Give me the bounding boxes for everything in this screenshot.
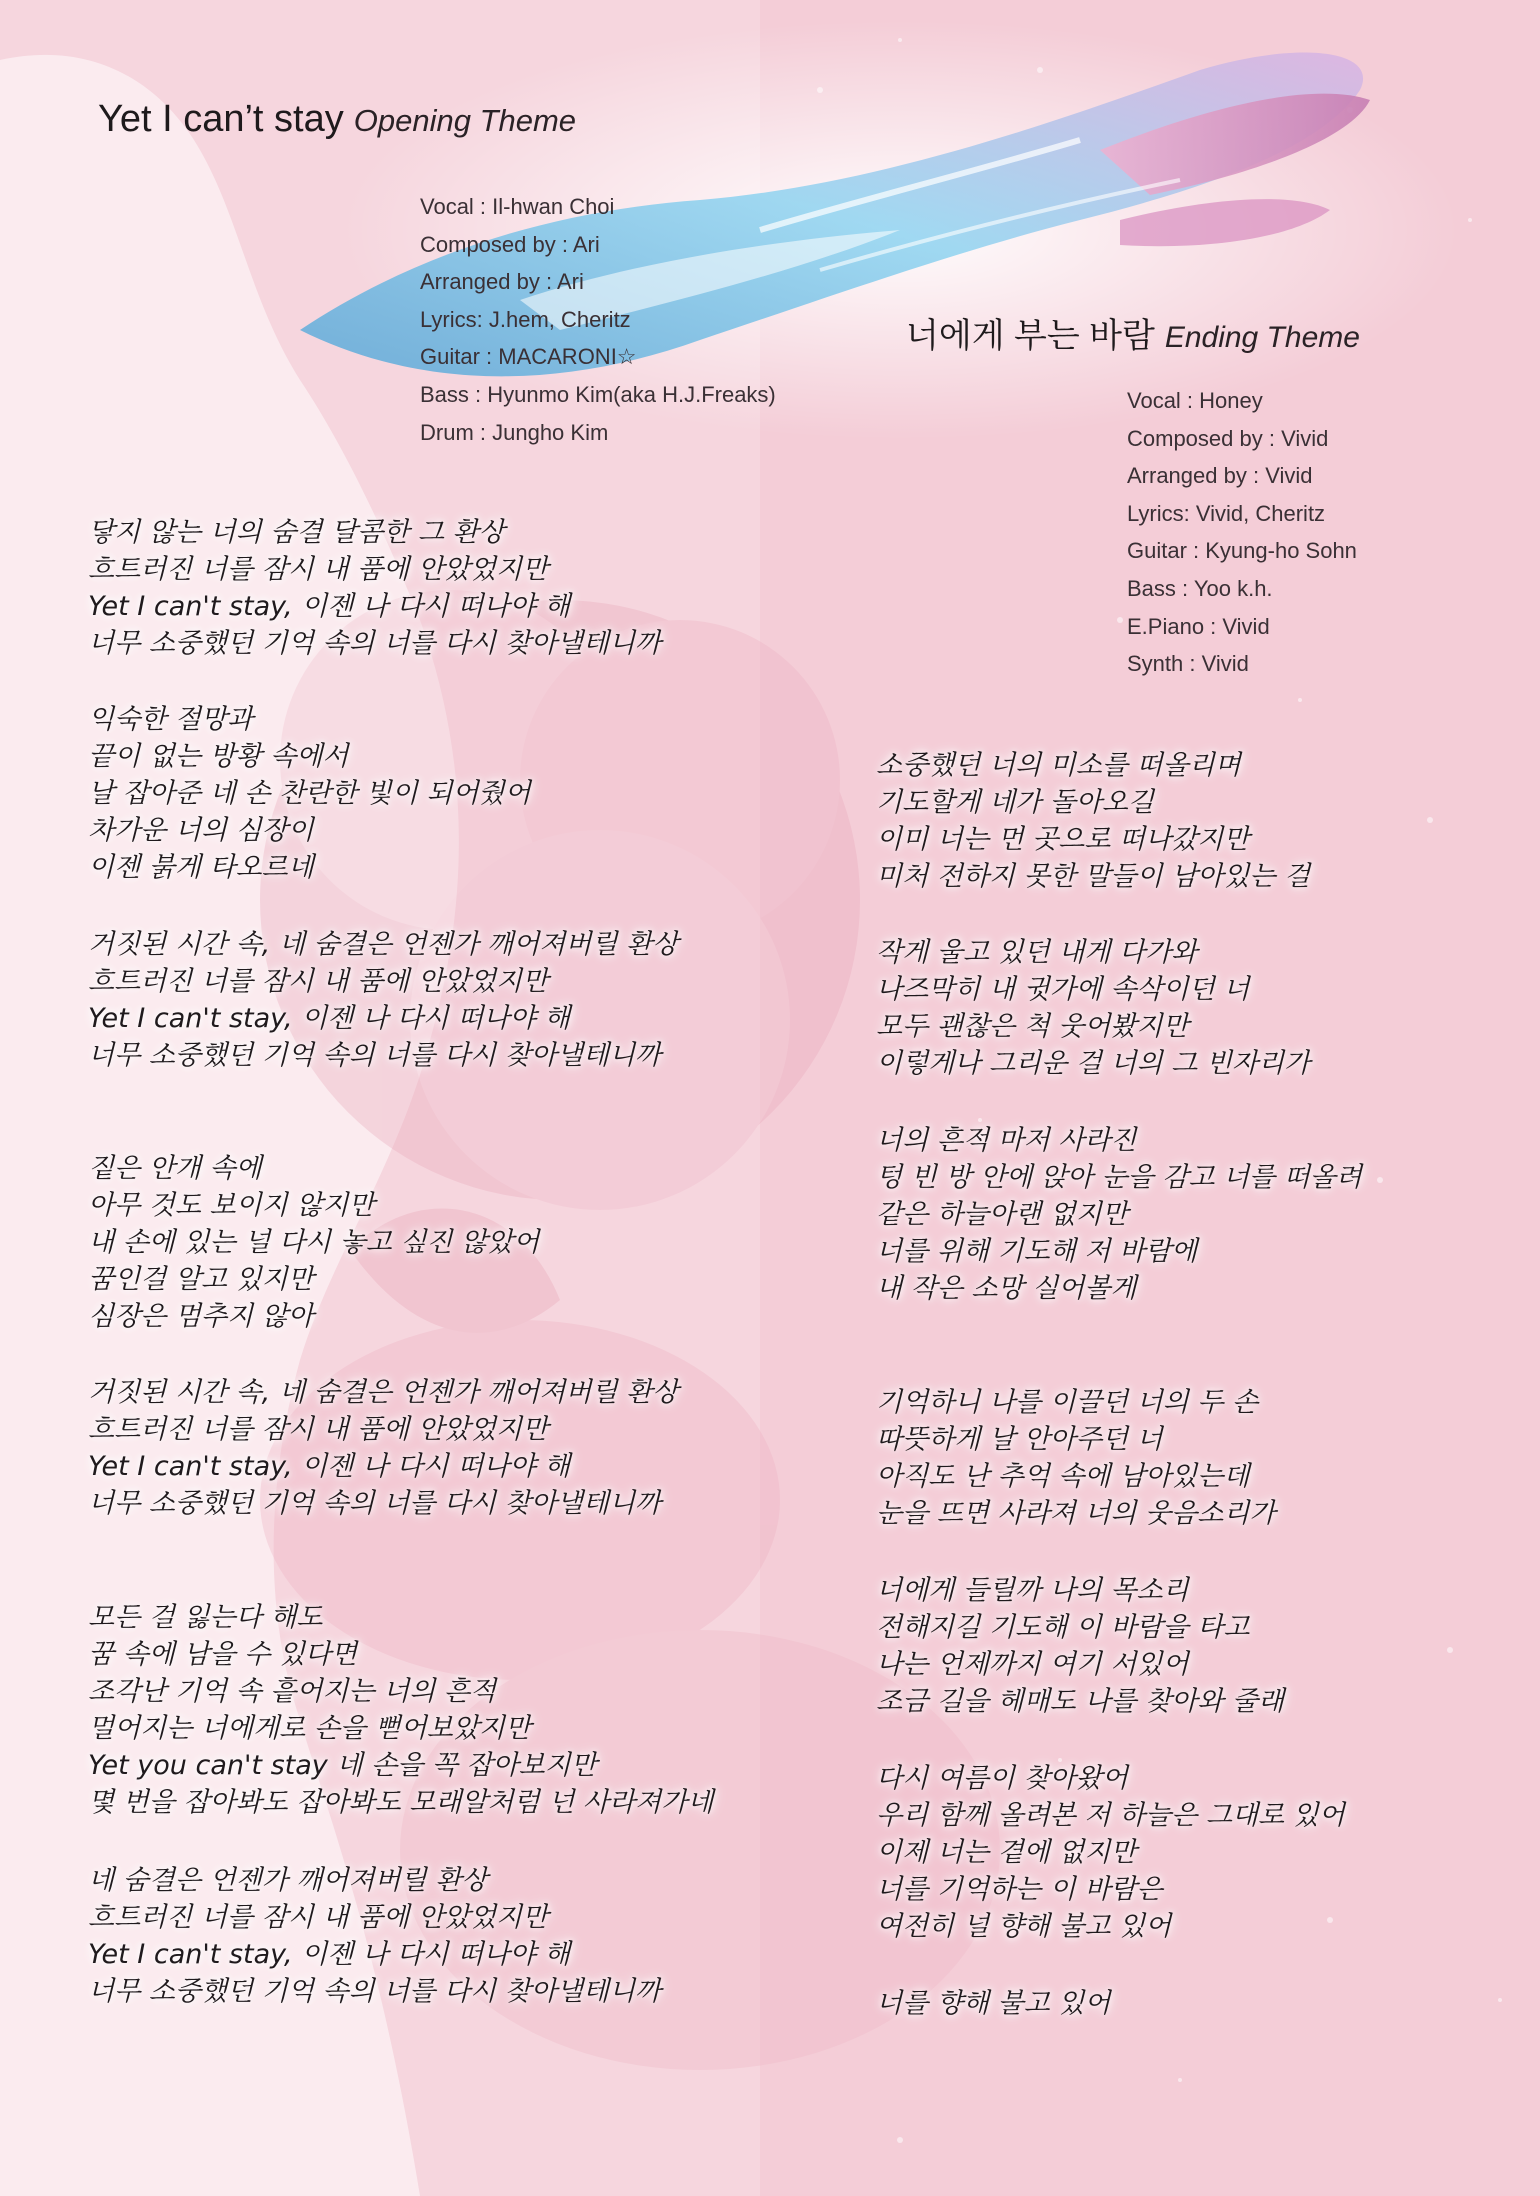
credit-line: Composed by : Ari — [420, 231, 600, 257]
lyric-line: 우리 함께 올려본 저 하늘은 그대로 있어 — [876, 1800, 1345, 1832]
lyric-line: 이제 너는 곁에 없지만 — [876, 1837, 1137, 1869]
lyric-line: 거짓된 시간 속, 네 숨결은 언젠가 깨어져버릴 환상 — [88, 1377, 679, 1408]
credit-line: Bass : Hyunmo Kim(aka H.J.Freaks) — [420, 381, 776, 407]
lyric-line: 흐트러진 너를 잠시 내 품에 안았었지만 — [88, 554, 549, 586]
credit-line: Guitar : MACARONI☆ — [420, 344, 637, 370]
opening-stanza-5 — [88, 1374, 678, 1522]
lyric-line: Yet I can't stay, 이젠 나 다시 떠나야 해 — [88, 1939, 571, 1971]
lyric-line: 너무 소중했던 기억 속의 너를 다시 찾아낼테니까 — [88, 1976, 662, 2008]
lyric-line: 끝이 없는 방황 속에서 — [88, 741, 349, 773]
lyric-line: 너무 소중했던 기억 속의 너를 다시 찾아낼테니까 — [88, 1488, 662, 1520]
lyric-line: 내 작은 소망 실어볼게 — [876, 1273, 1137, 1305]
opening-stanza-2 — [88, 701, 531, 886]
lyric-line: 흐트러진 너를 잠시 내 품에 안았었지만 — [88, 1902, 549, 1934]
credit-line: Bass : Yoo k.h. — [1127, 575, 1273, 601]
opening-title: Yet I can’t stay — [98, 98, 344, 140]
lyric-line: 흐트러진 너를 잠시 내 품에 안았었지만 — [88, 1414, 549, 1446]
ending-stanza-6 — [876, 1760, 1345, 1945]
credit-line: Guitar : Kyung-ho Sohn — [1127, 538, 1357, 564]
lyric-line: 너를 위해 기도해 저 바람에 — [876, 1236, 1198, 1268]
lyric-line: 짙은 안개 속에 — [88, 1153, 262, 1184]
lyric-line: 기억하니 나를 이끌던 너의 두 손 — [876, 1387, 1258, 1418]
lyric-line: 멀어지는 너에게로 손을 뻗어보았지만 — [88, 1713, 532, 1745]
ending-credits — [1127, 382, 1357, 683]
opening-stanza-7 — [88, 1862, 661, 2010]
lyric-line: 꿈인걸 알고 있지만 — [88, 1264, 314, 1296]
opening-subtitle: Opening Theme — [353, 103, 577, 138]
opening-stanza-4 — [88, 1150, 539, 1335]
lyric-line: 이미 너는 먼 곳으로 떠나갔지만 — [876, 824, 1250, 856]
lyric-line: Yet I can't stay, 이젠 나 다시 떠나야 해 — [88, 1451, 571, 1483]
lyric-line: 흐트러진 너를 잠시 내 품에 안았었지만 — [88, 966, 549, 998]
credit-line: Lyrics: Vivid, Cheritz — [1127, 500, 1326, 526]
credit-line: Composed by : Vivid — [1127, 425, 1329, 451]
ending-stanza-1 — [876, 747, 1310, 895]
lyric-line: 닿지 않는 너의 숨결 달콤한 그 환상 — [88, 517, 505, 548]
ending-stanza-3 — [876, 1122, 1362, 1307]
lyric-line: 다시 여름이 찾아왔어 — [876, 1763, 1128, 1794]
lyric-line: 내 손에 있는 널 다시 놓고 싶진 않았어 — [88, 1227, 540, 1259]
lyric-line: 작게 울고 있던 내게 다가와 — [876, 937, 1198, 968]
lyric-line: 기도할게 네가 돌아오길 — [876, 787, 1154, 819]
lyric-line: 날 잡아준 네 손 찬란한 빛이 되어줬어 — [88, 778, 531, 810]
opening-stanza-6 — [88, 1599, 713, 1822]
lyric-line: 같은 하늘아랜 없지만 — [876, 1199, 1128, 1231]
lyric-line: 심장은 멈추지 않아 — [88, 1301, 314, 1333]
lyric-line: 차가운 너의 심장이 — [88, 815, 314, 847]
lyric-line: 익숙한 절망과 — [88, 704, 254, 735]
lyric-line: 너무 소중했던 기억 속의 너를 다시 찾아낼테니까 — [88, 1040, 662, 1072]
ending-stanza-7 — [876, 1985, 1110, 2022]
lyric-line: 꿈 속에 남을 수 있다면 — [88, 1639, 358, 1671]
lyric-line: 조금 길을 헤매도 나를 찾아와 줄래 — [876, 1686, 1285, 1718]
lyric-line: 여전히 널 향해 불고 있어 — [876, 1911, 1172, 1943]
opening-stanza-3 — [88, 926, 678, 1074]
lyric-line: 이렇게나 그리운 걸 너의 그 빈자리가 — [876, 1048, 1311, 1080]
opening-stanza-1 — [88, 514, 661, 662]
lyric-line: 몇 번을 잡아봐도 잡아봐도 모래알처럼 넌 사라져가네 — [88, 1787, 714, 1819]
lyric-line: 모두 괜찮은 척 웃어봤지만 — [876, 1011, 1189, 1043]
lyric-line: 너무 소중했던 기억 속의 너를 다시 찾아낼테니까 — [88, 628, 662, 660]
credit-line: Drum : Jungho Kim — [420, 419, 609, 445]
credit-line: Arranged by : Ari — [420, 269, 584, 295]
ending-title: 너에게 부는 바람 — [906, 317, 1155, 355]
lyric-line: 나즈막히 내 귓가에 속삭이던 너 — [876, 974, 1250, 1006]
credit-line: Lyrics: J.hem, Cheritz — [420, 306, 631, 332]
lyric-line: 텅 빈 방 안에 앉아 눈을 감고 너를 떠올려 — [876, 1162, 1362, 1194]
lyric-line: 소중했던 너의 미소를 떠올리며 — [876, 750, 1241, 781]
lyric-line: 너를 기억하는 이 바람은 — [876, 1874, 1163, 1906]
lyric-line: 네 숨결은 언젠가 깨어져버릴 환상 — [88, 1865, 488, 1896]
credit-line: Vocal : Honey — [1127, 388, 1263, 413]
lyric-line: 너를 향해 불고 있어 — [876, 1988, 1111, 2019]
lyric-line: 조각난 기억 속 흩어지는 너의 흔적 — [88, 1676, 497, 1708]
ending-subtitle: Ending Theme — [1164, 321, 1360, 354]
lyric-line: 거짓된 시간 속, 네 숨결은 언젠가 깨어져버릴 환상 — [88, 929, 679, 960]
lyric-line: 아무 것도 보이지 않지만 — [88, 1190, 375, 1222]
ending-stanza-2 — [876, 934, 1310, 1082]
lyric-line: 전해지길 기도해 이 바람을 타고 — [876, 1612, 1250, 1644]
credit-line: Arranged by : Vivid — [1127, 463, 1313, 489]
opening-credits — [420, 188, 776, 451]
lyric-line: 미처 전하지 못한 말들이 남아있는 걸 — [876, 861, 1311, 893]
opening-title-block — [98, 98, 576, 141]
lyric-line: Yet I can't stay, 이젠 나 다시 떠나야 해 — [88, 591, 571, 623]
ending-title-block — [906, 308, 1360, 357]
lyric-line: Yet you can't stay 네 손을 꼭 잡아보지만 — [88, 1750, 597, 1782]
ending-stanza-5 — [876, 1572, 1284, 1720]
lyric-line: 눈을 뜨면 사라져 너의 웃음소리가 — [876, 1498, 1276, 1530]
credit-line: Synth : Vivid — [1127, 651, 1249, 677]
ending-stanza-4 — [876, 1384, 1275, 1532]
lyric-line: 이젠 붉게 타오르네 — [88, 852, 314, 884]
lyric-line: 따뜻하게 날 안아주던 너 — [876, 1424, 1163, 1456]
credit-line: E.Piano : Vivid — [1127, 613, 1270, 639]
lyric-line: 아직도 난 추억 속에 남아있는데 — [876, 1461, 1250, 1493]
lyric-line: 너에게 들릴까 나의 목소리 — [876, 1575, 1189, 1606]
credit-line: Vocal : Il-hwan Choi — [420, 194, 615, 219]
lyric-line: 너의 흔적 마저 사라진 — [876, 1125, 1137, 1156]
lyric-line: 모든 걸 잃는다 해도 — [88, 1602, 323, 1633]
lyric-line: 나는 언제까지 여기 서있어 — [876, 1649, 1189, 1681]
lyric-line: Yet I can't stay, 이젠 나 다시 떠나야 해 — [88, 1003, 571, 1035]
